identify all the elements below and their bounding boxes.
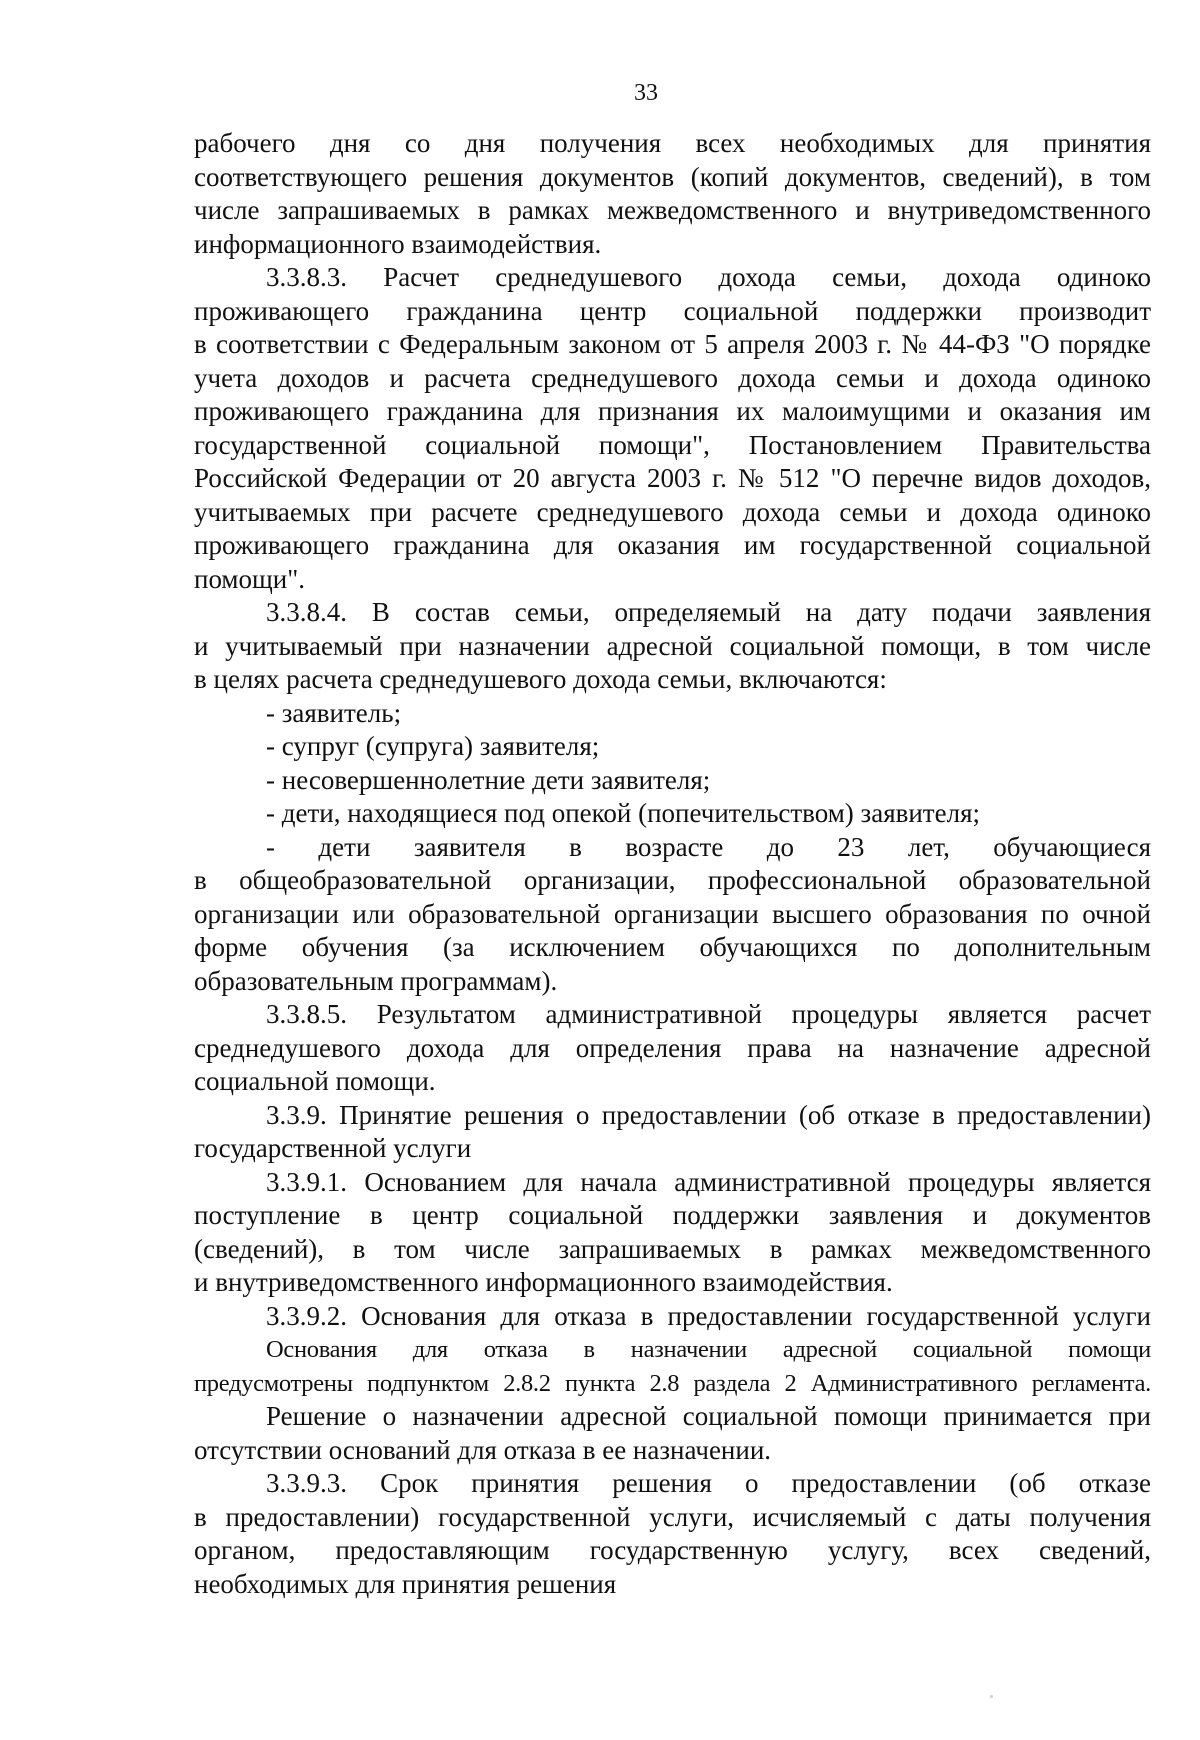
text-line: 3.3.9.2. Основания для отказа в предоставлении государственной услуги — [266, 1300, 1151, 1331]
text-line: учета доходов и расчета среднедушевого дохода семьи и дохода одиноко — [194, 362, 1151, 393]
list-item: - заявитель; — [266, 697, 402, 728]
text-line: (сведений), в том числе запрашиваемых в рамках межведомственного — [194, 1233, 1151, 1264]
text-line: среднедушевого дохода для определения права на назначение адресной — [194, 1032, 1151, 1063]
text-line: 3.3.8.5. Результатом административной процедуры является расчет — [266, 999, 1151, 1029]
list-item: - несовершеннолетние дети заявителя; — [266, 764, 711, 795]
text-line: социальной помощи. — [194, 1066, 436, 1096]
text-line: соответствующего решения документов (копий документов, сведений), в том — [194, 161, 1151, 192]
text-line: органом, предоставляющим государственную услугу, всех сведений, — [194, 1535, 1151, 1565]
text-line: образовательным программам). — [194, 965, 558, 996]
text-line: необходимых для принятия решения — [194, 1568, 617, 1599]
text-line: государственной социальной помощи", Постановлением Правительства — [194, 429, 1151, 460]
text-line: Российской Федерации от 20 августа 2003 г. № 512 "О перечне видов доходов, — [194, 463, 1151, 493]
text-line: проживающего гражданина для оказания им государственной социальной — [194, 530, 1151, 560]
text-line: и учитываемый при назначении адресной социальной помощи, в том числе — [194, 630, 1151, 661]
text-line: 3.3.9.1. Основанием для начала административной процедуры является — [266, 1166, 1151, 1197]
text-line: помощи". — [194, 563, 306, 594]
text-line: числе запрашиваемых в рамках межведомственного и внутриведомственного — [194, 195, 1151, 225]
text-line: Основания для отказа в назначении адресной социальной помощи — [266, 1336, 1151, 1363]
text-line: в соответствии с Федеральным законом от 5 апреля 2003 г. № 44-ФЗ "О порядке — [194, 329, 1151, 359]
list-item: - дети, находящиеся под опекой (попечительством) заявителя; — [266, 798, 980, 828]
text-line: 3.3.8.4. В состав семьи, определяемый на дату подачи заявления — [266, 597, 1151, 627]
text-line: проживающего гражданина для признания их малоимущими и оказания им — [194, 396, 1151, 426]
text-line: и внутриведомственного информационного взаимодействия. — [194, 1267, 893, 1297]
text-line: поступление в центр социальной поддержки заявления и документов — [194, 1200, 1151, 1230]
text-line: 3.3.9.3. Срок принятия решения о предоставлении (об отказе — [266, 1468, 1151, 1498]
text-line: форме обучения (за исключением обучающихся по дополнительным — [194, 932, 1151, 962]
text-line: в целях расчета среднедушевого дохода семьи, включаются: — [194, 664, 887, 694]
text-line: предусмотрены подпунктом 2.8.2 пункта 2.8 раздела 2 Административного регламента. — [194, 1369, 1151, 1397]
section-heading: 3.3.9. Принятие решения о предоставлении (об отказе в предоставлении) — [266, 1099, 1151, 1130]
page-number: 33 — [634, 80, 658, 106]
text-line: проживающего гражданина центр социальной поддержки производит — [194, 295, 1151, 326]
list-item: - супруг (супруга) заявителя; — [266, 731, 600, 761]
text-line: организации или образовательной организации высшего образования по очной — [194, 898, 1151, 929]
document-body — [194, 127, 1151, 1601]
list-item: - дети заявителя в возрасте до 23 лет, обучающиеся — [266, 831, 1151, 862]
text-line: 3.3.8.3. Расчет среднедушевого дохода семьи, дохода одиноко — [266, 262, 1151, 292]
text-line: в общеобразовательной организации, профессиональной образовательной — [194, 865, 1151, 895]
scan-speck — [990, 1695, 993, 1698]
text-line: Решение о назначении адресной социальной помощи принимается при — [266, 1401, 1151, 1431]
text-line: рабочего дня со дня получения всех необходимых для принятия — [194, 128, 1151, 158]
text-line: информационного взаимодействия. — [194, 228, 602, 259]
section-heading: государственной услуги — [194, 1133, 472, 1163]
text-line: в предоставлении) государственной услуги, исчисляемый с даты получения — [194, 1501, 1151, 1532]
text-line: учитываемых при расчете среднедушевого дохода семьи и дохода одиноко — [194, 496, 1151, 527]
text-line: отсутствии оснований для отказа в ее назначении. — [194, 1434, 772, 1465]
